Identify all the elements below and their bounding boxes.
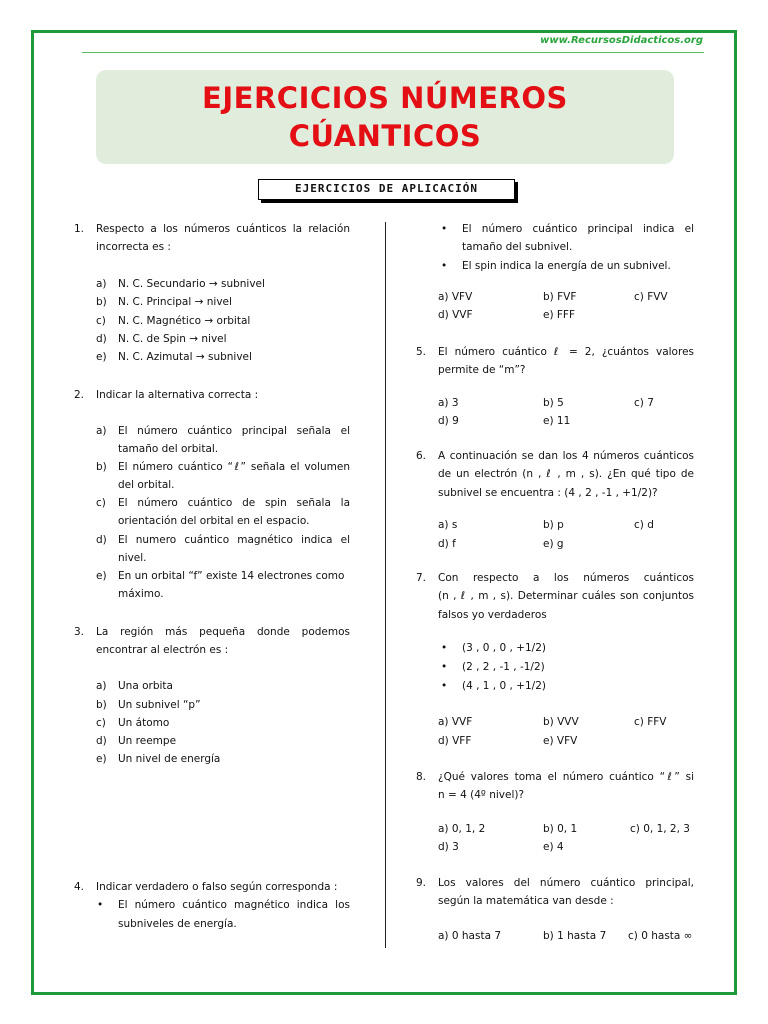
option-letter: d) [96, 534, 107, 546]
answer-option: d) f [438, 538, 456, 550]
answer-option: b) p [543, 519, 564, 531]
question-number: 9. [416, 877, 427, 889]
column-divider [385, 222, 386, 948]
answer-option: a) 0 hasta 7 [438, 930, 502, 942]
bullet-icon: • [441, 680, 448, 692]
option-text: El número cuántico “ℓ” señala el volumen [118, 461, 350, 473]
answer-option: c) FVV [634, 291, 668, 303]
answer-option: a) 3 [438, 397, 459, 409]
option-text: Un nivel de energía [118, 753, 221, 765]
option-text: del orbital. [118, 479, 175, 491]
question-number: 3. [74, 626, 85, 638]
answer-option: a) s [438, 519, 458, 531]
answer-option: d) 3 [438, 841, 459, 853]
answer-option: b) VVV [543, 716, 579, 728]
option-letter: d) [96, 333, 107, 345]
option-letter: c) [96, 717, 106, 729]
option-text: N. C. Magnético → orbital [118, 315, 251, 327]
answer-option: e) 11 [543, 415, 571, 427]
question-text: de un electrón (n , ℓ , m , s). ¿En qué tipo de [438, 468, 694, 480]
option-text: nivel. [118, 552, 147, 564]
option-text: Un átomo [118, 717, 170, 729]
question-number: 5. [416, 346, 427, 358]
answer-option: a) 0, 1, 2 [438, 823, 486, 835]
title-line-2: CÚANTICOS [288, 119, 482, 153]
answer-option: a) VVF [438, 716, 473, 728]
option-text: máximo. [118, 588, 164, 600]
bullet-icon: • [441, 223, 448, 235]
answer-option: e) VFV [543, 735, 578, 747]
option-letter: a) [96, 278, 107, 290]
answer-option: d) VFF [438, 735, 472, 747]
question-text: El número cuántico ℓ = 2, ¿cuántos valores [438, 346, 694, 358]
title-line-1: EJERCICIOS NÚMEROS [202, 81, 568, 115]
option-text: Una orbita [118, 680, 173, 692]
option-text: El numero cuántico magnético indica el [118, 534, 350, 546]
question-text: Los valores del número cuántico principal, [438, 877, 694, 889]
question-text: A continuación se dan los 4 números cuánticos [438, 450, 694, 462]
bullet-icon: • [441, 661, 448, 673]
option-text: tamaño del orbital. [118, 443, 219, 455]
answer-option: b) 5 [543, 397, 564, 409]
answer-option: b) 0, 1 [543, 823, 578, 835]
bullet-icon: • [97, 899, 104, 911]
bullet-icon: • [441, 260, 448, 272]
answer-option: c) FFV [634, 716, 667, 728]
option-letter: b) [96, 699, 107, 711]
bullet-icon: • [441, 642, 448, 654]
answer-option: e) g [543, 538, 564, 550]
option-text: Un reempe [118, 735, 177, 747]
answer-option: e) 4 [543, 841, 564, 853]
answer-option: b) FVF [543, 291, 577, 303]
question-number: 2. [74, 389, 85, 401]
question-text: subnivel se encuentra : (4 , 2 , -1 , +1/2)? [438, 487, 658, 499]
option-letter: c) [96, 497, 106, 509]
bullet-text: El número cuántico principal indica el [462, 223, 694, 235]
bullet-text: subniveles de energía. [118, 918, 237, 930]
question-number: 8. [416, 771, 427, 783]
question-number: 4. [74, 881, 85, 893]
bullet-text: El spin indica la energía de un subnivel. [462, 260, 671, 272]
option-letter: e) [96, 570, 107, 582]
question-text: encontrar al electrón es : [96, 644, 229, 656]
option-text: Un subnivel “p” [118, 699, 201, 711]
option-letter: b) [96, 461, 107, 473]
question-text: incorrecta es : [96, 241, 171, 253]
option-letter: d) [96, 735, 107, 747]
answer-option: c) 7 [634, 397, 654, 409]
option-letter: a) [96, 425, 107, 437]
option-text: N. C. Azimutal → subnivel [118, 351, 252, 363]
question-text: Indicar verdadero o falso según corresponda : [96, 881, 338, 893]
answer-option: e) FFF [543, 309, 576, 321]
question-number: 7. [416, 572, 427, 584]
title-banner [96, 70, 674, 164]
question-text: (n , ℓ , m , s). Determinar cuáles son conjuntos [438, 590, 694, 602]
bullet-text: tamaño del subnivel. [462, 241, 573, 253]
option-text: N. C. Principal → nivel [118, 296, 232, 308]
answer-option: c) 0, 1, 2, 3 [630, 823, 690, 835]
header-rule [82, 52, 704, 53]
answer-option: a) VFV [438, 291, 473, 303]
question-text: Indicar la alternativa correcta : [96, 389, 259, 401]
answer-option: c) 0 hasta ∞ [628, 930, 693, 942]
section-label-box [258, 179, 518, 203]
bullet-text: El número cuántico magnético indica los [118, 899, 350, 911]
question-text: Respecto a los números cuánticos la relación [96, 223, 350, 235]
question-number: 1. [74, 223, 85, 235]
option-text: El número cuántico de spin señala la [118, 497, 350, 509]
option-text: En un orbital “f” existe 14 electrones como [118, 570, 345, 582]
question-text: Con respecto a los números cuánticos [438, 572, 694, 584]
bullet-text: (4 , 1 , 0 , +1/2) [462, 680, 546, 692]
option-text: N. C. de Spin → nivel [118, 333, 227, 345]
answer-option: c) d [634, 519, 654, 531]
option-text: El número cuántico principal señala el [118, 425, 350, 437]
question-text: ¿Qué valores toma el número cuántico “ℓ” si [438, 771, 694, 783]
answer-option: d) 9 [438, 415, 459, 427]
question-text: falsos yo verdaderos [438, 609, 547, 621]
section-label: EJERCICIOS DE APLICACIÓN [258, 179, 515, 200]
question-text: permite de “m”? [438, 364, 526, 376]
bullet-text: (3 , 0 , 0 , +1/2) [462, 642, 546, 654]
option-letter: e) [96, 351, 107, 363]
option-letter: b) [96, 296, 107, 308]
question-number: 6. [416, 450, 427, 462]
bullet-text: (2 , 2 , -1 , -1/2) [462, 661, 545, 673]
question-text: según la matemática van desde : [438, 895, 614, 907]
option-letter: e) [96, 753, 107, 765]
option-text: N. C. Secundario → subnivel [118, 278, 265, 290]
option-letter: a) [96, 680, 107, 692]
question-text: La región más pequeña donde podemos [96, 626, 350, 638]
option-text: orientación del orbital en el espacio. [118, 515, 310, 527]
answer-option: b) 1 hasta 7 [543, 930, 607, 942]
question-text: n = 4 (4º nivel)? [438, 789, 525, 801]
site-url[interactable]: www.RecursosDidacticos.org [540, 35, 703, 46]
answer-option: d) VVF [438, 309, 473, 321]
option-letter: c) [96, 315, 106, 327]
